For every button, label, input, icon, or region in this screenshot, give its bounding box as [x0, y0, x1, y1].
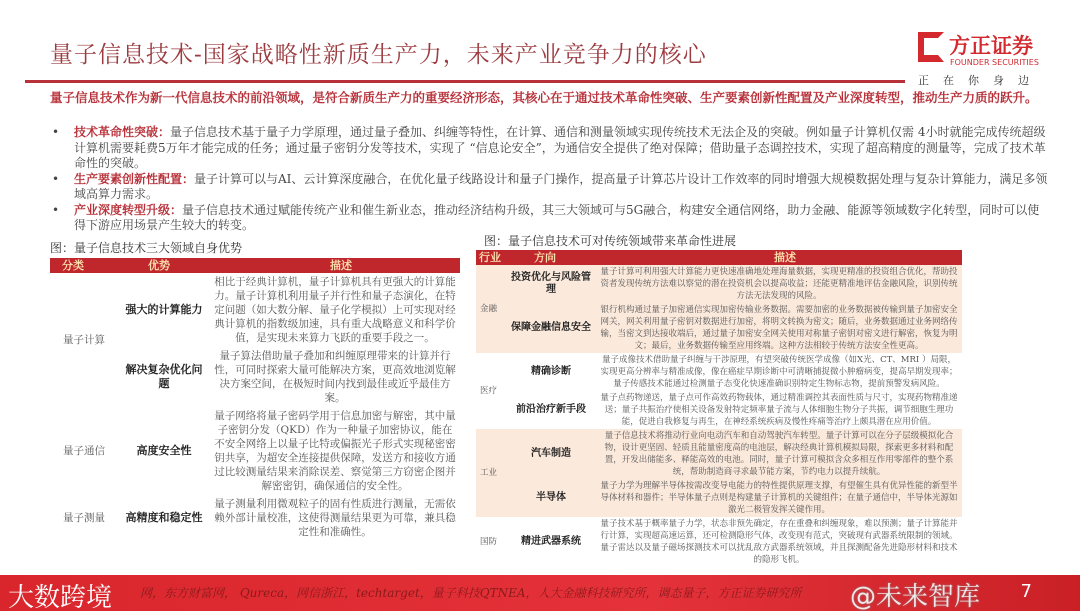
- row-description: 量子网络将量子密码学用于信息加密与解密，其中量子密钥分发（QKD）作为一种量子加密协议，能在不安全网络上以量子比特或偏振光子形式实现秘密密钥共享，为超安全连接提供保障，发送方和接收方通过比较测量结果来消除误差、察觉第三方窃密企图并解密密钥，确保通信的安全性。: [214, 410, 456, 492]
- row-description: 银行机构通过量子加密通信实现加密传输业务数据。需要加密的业务数据被传输到量子加密安全网关，网关利用量子密钥对数据进行加密，将明文转换为密文；随后，业务数据通过业务网络传输，当密文到达接收端后，通过量子加密安全网关使用对称量子密钥对密文进行解密，恢复为明文；最后，业务数据传输至应用终端。这种方法相较于传统方法安全性更高。: [596, 303, 962, 353]
- row-advantage: 精确诊断: [531, 366, 571, 377]
- intro-paragraph: 量子信息技术作为新一代信息技术的前沿领域，是符合新质生产力的重要经济形态，其核心在于通过技术革命性突破、生产要素创新性配置及产业深度转型，推动生产力质的跃升。: [50, 90, 1038, 105]
- row-category: 金融: [476, 265, 506, 353]
- row-category: 工业: [476, 429, 506, 517]
- header-description: 描述: [596, 250, 962, 265]
- table-row: [50, 407, 460, 495]
- industry-table: [476, 250, 962, 567]
- table-header-row: [476, 250, 962, 265]
- row-advantage: 强大的计算能力: [125, 303, 203, 316]
- bullet-item: [50, 203, 1050, 234]
- table-row: [476, 303, 962, 353]
- bullet-text: 量子信息技术通过赋能传统产业和催生新业态，推动经济结构升级，其三大领域可与5G融合，构建安全通信网络，助力金融、能源等领域数字化转型，同时可以使得下游应用场景产生较大的转变。: [74, 202, 1040, 232]
- row-category: 量子测量: [63, 512, 105, 524]
- bullet-dot-icon: •: [52, 171, 60, 186]
- logo-en: FOUNDER SECURITIES: [950, 58, 1039, 67]
- row-advantage: 解决复杂优化问题: [125, 363, 203, 390]
- bullet-text: 量子计算可以与AI、云计算深度融合，在优化量子线路设计和量子门操作，提高量子计算芯片设计工作效率的同时增强大规模数据处理与复杂计算能力，满足多领域高算力需求。: [74, 171, 1048, 201]
- source-note: 网，东方财富网， Qureca，网信浙江，techtarget，量子科技QTNEA，人大金融科技研究所，调态量子，方正证券研究所: [140, 586, 802, 600]
- row-description: 量子算法借助量子叠加和纠缠原理带来的计算并行性，可同时探索大量可能解决方案，更高效地浏览解决方案空间，在极短时间内找到最佳或近乎最佳方案。: [214, 350, 456, 404]
- page-title: 量子信息技术-国家战略性新质生产力，未来产业竞争力的核心: [50, 42, 707, 68]
- bullet-list: [50, 125, 1050, 234]
- row-description: 量子点药物递送，量子点可作高效药物载体，通过精准调控其表面性质与尺寸，实现药物精准递送；量子共振治疗使相关设备发射特定频率量子流与人体细胞生物分子共振，调节细胞生理功能，促进自我修复与再生，在神经系统疾病及慢性疼痛等治疗上颇具潜在应用价值。: [600, 393, 958, 427]
- title-divider: [25, 80, 905, 83]
- bullet-dot-icon: •: [52, 125, 60, 139]
- row-advantage: 高度安全性: [136, 444, 192, 457]
- row-description: 量子成像技术借助量子纠缠与干涉原理，有望突破传统医学成像（如X光、CT、MRI ）局限，实现更高分辨率与精准成像，像在癌症早期诊断中可清晰捕捉微小肿瘤病变，提高早期发现率；量子传感技术能通过检测量子态变化快速准确识别特定生物标志物，提前预警发病风险。: [600, 355, 958, 389]
- row-category: 国防: [480, 537, 498, 547]
- header-direction: 方向: [506, 250, 596, 265]
- row-advantage: 汽车制造: [506, 429, 596, 479]
- bullet-key: 生产要素创新性配置：: [74, 171, 195, 186]
- row-category: 量子通信: [63, 445, 105, 457]
- row-description: 相比于经典计算机，量子计算机具有更强大的计算能力。量子计算机利用量子并行性和量子态演化，在特定问题（如大数分解、量子化学模拟）上可实现对经典计算机的指数级加速，具有重大战略意义和科学价值，是实现未来算力飞跃的重要手段之一。: [214, 276, 456, 344]
- table-row: [476, 479, 962, 517]
- bullet-text: 量子信息技术基于量子力学原理，通过量子叠加、纠缠等特性，在计算、通信和测量领域实现传统技术无法企及的突破。例如量子计算机仅需 4小时就能完成传统超级计算机需要耗费5万年才能完成的任务；通过量子密钥分发等技术，实现了 “信息论安全”，为通信安全提供了绝对保障；借助量子态调控技术，实现了超高精度的测量等，完成了技术革命性的突破。: [74, 125, 1046, 170]
- logo-cn: 方正证券: [949, 34, 1033, 58]
- table-row: [50, 495, 460, 541]
- table-row: [476, 353, 962, 391]
- row-description: 量子力学为理解半导体按需改变导电能力的特性提供原理支撑，有望催生具有优异性能的新型半导体材料和器件；半导体量子点则是构建量子计算机的关键组件；在量子通信中，半导体光源如激光二极管发挥关键作用。: [596, 479, 962, 517]
- table-row: [476, 429, 962, 479]
- table-row: [476, 517, 962, 567]
- row-advantage: 保障金融信息安全: [506, 303, 596, 353]
- row-description: 量子计算可利用强大计算能力更快速准确地处理海量数据，实现更精准的投资组合优化，帮助投资者发现传统方法难以察觉的潜在投资机会以提高收益；还能更精准地评估金融风险，识别传统方法无法发现的风险。: [596, 265, 962, 303]
- row-advantage: 精进武器系统: [521, 536, 581, 547]
- bullet-dot-icon: •: [52, 202, 60, 217]
- watermark-right: @未来智库: [850, 582, 981, 612]
- row-description: 量子测量利用微观粒子的固有性质进行测量，无需依赖外部计量校准，这使得测量结果更为可靠，兼具稳定性和准确性。: [214, 498, 456, 538]
- row-category: 医疗: [480, 386, 498, 396]
- header-industry: 行业: [476, 250, 506, 265]
- row-advantage: 半导体: [506, 479, 596, 517]
- table-header-row: [50, 258, 460, 273]
- page-number: 7: [1020, 581, 1032, 602]
- bullet-key: 技术革命性突破：: [74, 125, 171, 139]
- header-advantage: 优势: [118, 258, 210, 273]
- right-table-caption: 图：量子信息技术可对传统领域带来革命性进展: [484, 234, 737, 248]
- advantages-table: [50, 258, 460, 541]
- table-row: [476, 391, 962, 429]
- row-advantage: 前沿治疗新手段: [516, 404, 586, 415]
- left-table-caption: 图：量子信息技术三大领域自身优势: [50, 241, 243, 255]
- watermark-left: 大数跨境: [8, 583, 113, 613]
- bullet-item: [50, 125, 1050, 172]
- table-row: [476, 265, 962, 303]
- row-description: 量子技术基于概率量子力学，状态非预先确定，存在重叠和纠缠现象，难以预测；量子计算能并行计算，实现超高速运算，还可检测隐形气体，改变现有范式，突破现有武器系统限制的领域。量子雷达以及量子磁场探测技术可以扰乱敌方武器系统领域，并且探测配备先进隐形材料和技术的隐形飞机。: [600, 519, 958, 565]
- row-description: 量子信息技术将推动行业向电动汽车和自动驾驶汽车转型。量子计算可以在分子层级模拟化合物，设计更坚固、轻质且能量密度高的电池层，解决经典计算机模拟局限，探索更多材料和配置，开发出储能多、释能高效的电池。同时，量子计算可模拟含众多相互作用零部件的整个系统，帮助制造商寻求最节能方案，节约电力以提升续航。: [596, 429, 962, 479]
- header-category: 分类: [50, 258, 118, 273]
- header-description: 描述: [210, 258, 460, 273]
- row-advantage: 高精度和稳定性: [125, 511, 203, 524]
- row-advantage: 投资优化与风险管理: [506, 265, 596, 303]
- table-row: [50, 273, 460, 347]
- bullet-item: [50, 172, 1050, 203]
- row-category: 量子计算: [63, 334, 105, 346]
- slogan: 正在你身边: [918, 74, 1043, 87]
- logo-mark-icon: [918, 32, 944, 62]
- bullet-key: 产业深度转型升级：: [74, 202, 183, 217]
